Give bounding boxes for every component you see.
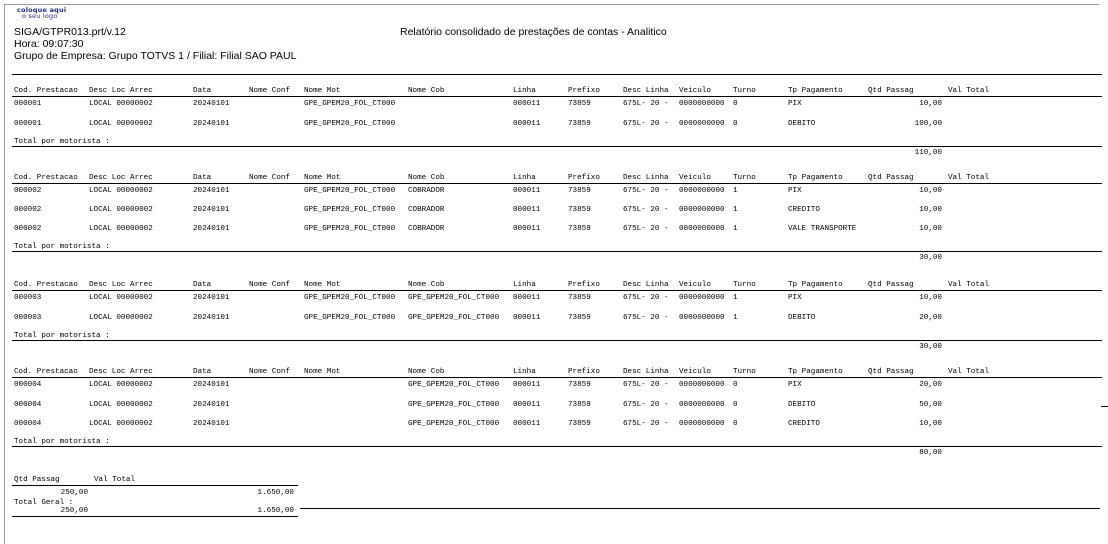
column-header: Desc Linha (623, 174, 669, 182)
table-cell: LOCAL 00000002 (89, 206, 153, 214)
column-header: Data (193, 368, 212, 376)
table-cell: 0000000000 (679, 187, 725, 195)
table-cell: GPE_GPEM20_FOL_CT000 (304, 187, 396, 195)
table-cell: LOCAL 00000002 (89, 401, 153, 409)
table-cell: GPE_GPEM20_FOL_CT000 (408, 401, 500, 409)
table-cell: 20240101 (193, 420, 230, 428)
table-cell: COBRADOR (408, 225, 445, 233)
table-cell: 675L- 20 - (623, 187, 669, 195)
column-header: Val Total (948, 368, 990, 376)
table-cell: 000011 (513, 206, 541, 214)
table-cell: 000011 (513, 187, 541, 195)
table-cell: 73859 (568, 187, 591, 195)
table-cell: 20240101 (193, 314, 230, 322)
column-header: Prefixo (568, 87, 600, 95)
table-cell: 000011 (513, 381, 541, 389)
table-cell: 000002 (14, 187, 42, 195)
table-cell: CREDITO (788, 206, 820, 214)
column-header: Desc Linha (623, 87, 669, 95)
column-header: Data (193, 281, 212, 289)
column-header: Nome Mot (304, 368, 341, 376)
table-cell: 0 (733, 381, 738, 389)
column-header: Qtd Passag (868, 87, 914, 95)
column-header: Prefixo (568, 281, 600, 289)
column-header: Val Total (948, 87, 990, 95)
column-header: Nome Mot (304, 281, 341, 289)
table-cell: 20240101 (193, 120, 230, 128)
company-branch: Grupo de Empresa: Grupo TOTVS 1 / Filial: Filial SAO PAUL (14, 50, 297, 62)
group-total-rule (12, 251, 1102, 252)
group-header-rule (12, 377, 1102, 378)
table-cell: 675L- 20 - (623, 294, 669, 302)
report-viewer-frame (4, 4, 1099, 544)
group-total-value: 30,00 (919, 254, 942, 262)
column-header: Data (193, 87, 212, 95)
column-header: Tp Pagamento (788, 174, 843, 182)
column-header: Desc Loc Arrec (89, 281, 153, 289)
table-cell: DEBITO (788, 314, 816, 322)
table-cell: 0000000000 (679, 100, 725, 108)
table-cell: 000011 (513, 225, 541, 233)
table-cell: 20,00 (919, 381, 942, 389)
table-cell: GPE_GPEM20_FOL_CT000 (408, 420, 500, 428)
group-total-value: 110,00 (914, 149, 942, 157)
column-header: Nome Cob (408, 368, 445, 376)
group-header-rule (12, 183, 1102, 184)
group-total-label: Total por motorista : (14, 243, 110, 251)
table-cell: 0 (733, 420, 738, 428)
table-cell: LOCAL 00000002 (89, 225, 153, 233)
column-header: Linha (513, 87, 536, 95)
column-header: Nome Conf (249, 87, 291, 95)
column-header: Nome Mot (304, 87, 341, 95)
group-header-rule (12, 96, 1102, 97)
column-header: Desc Loc Arrec (89, 87, 153, 95)
table-cell: 10,00 (919, 420, 942, 428)
table-cell: 0000000000 (679, 420, 725, 428)
table-cell: 1 (733, 294, 738, 302)
table-cell: 10,00 (919, 294, 942, 302)
table-cell: 0000000000 (679, 401, 725, 409)
summary-qtd: 250,00 (60, 489, 88, 497)
table-cell: 0 (733, 100, 738, 108)
table-cell: 0000000000 (679, 314, 725, 322)
column-header: Nome Conf (249, 368, 291, 376)
column-header: Qtd Passag (868, 368, 914, 376)
column-header: Nome Conf (249, 281, 291, 289)
table-cell: 73859 (568, 314, 591, 322)
table-cell: 1 (733, 225, 738, 233)
column-header: Tp Pagamento (788, 87, 843, 95)
table-cell: 675L- 20 - (623, 401, 669, 409)
column-header: Desc Loc Arrec (89, 368, 153, 376)
group-total-label: Total por motorista : (14, 138, 110, 146)
table-cell: 10,00 (919, 225, 942, 233)
grand-total-rule-short (12, 516, 298, 517)
column-header: Nome Cob (408, 174, 445, 182)
table-cell: PIX (788, 381, 802, 389)
column-header: Nome Conf (249, 174, 291, 182)
table-cell: GPE_GPEM20_FOL_CT000 (304, 120, 396, 128)
column-header: Turno (733, 368, 756, 376)
report-title: Relatório consolidado de prestações de contas - Analitico (400, 26, 667, 38)
table-cell: GPE_GPEM20_FOL_CT000 (304, 100, 396, 108)
table-cell: 0000000000 (679, 381, 725, 389)
table-cell: 73859 (568, 401, 591, 409)
table-cell: 000011 (513, 401, 541, 409)
table-cell: COBRADOR (408, 206, 445, 214)
table-cell: 000003 (14, 314, 42, 322)
table-cell: 0000000000 (679, 294, 725, 302)
table-cell: 73859 (568, 420, 591, 428)
group-total-rule (12, 146, 1102, 147)
table-cell: PIX (788, 294, 802, 302)
table-cell: 000001 (14, 120, 42, 128)
column-header: Qtd Passag (868, 281, 914, 289)
table-cell: CREDITO (788, 420, 820, 428)
table-cell: 20240101 (193, 225, 230, 233)
group-total-label: Total por motorista : (14, 332, 110, 340)
column-header: Veiculo (679, 368, 711, 376)
column-header: Qtd Passag (868, 174, 914, 182)
column-header: Val Total (948, 174, 990, 182)
table-cell: 000011 (513, 294, 541, 302)
table-cell: GPE_GPEM20_FOL_CT000 (304, 314, 396, 322)
column-header: Nome Cob (408, 281, 445, 289)
table-cell: 675L- 20 - (623, 206, 669, 214)
table-cell: 20240101 (193, 294, 230, 302)
table-cell: 73859 (568, 206, 591, 214)
table-cell: 73859 (568, 120, 591, 128)
table-cell: 20240101 (193, 206, 230, 214)
table-cell: DEBITO (788, 120, 816, 128)
table-cell: GPE_GPEM20_FOL_CT000 (408, 381, 500, 389)
summary-val: 1.650,00 (257, 489, 294, 497)
column-header: Turno (733, 87, 756, 95)
table-cell: 675L- 20 - (623, 420, 669, 428)
grand-total-qtd: 250,00 (60, 507, 88, 515)
summary-rule (12, 485, 298, 486)
column-header: Prefixo (568, 174, 600, 182)
column-header: Cod. Prestacao (14, 87, 78, 95)
table-cell: LOCAL 00000002 (89, 314, 153, 322)
column-header: Val Total (948, 281, 990, 289)
table-cell: 675L- 20 - (623, 225, 669, 233)
table-cell: 000002 (14, 225, 42, 233)
column-header: Prefixo (568, 368, 600, 376)
column-header: Linha (513, 368, 536, 376)
table-cell: 000011 (513, 100, 541, 108)
table-cell: 20,00 (919, 314, 942, 322)
table-cell: 000004 (14, 420, 42, 428)
column-header: Cod. Prestacao (14, 281, 78, 289)
table-cell: 000011 (513, 420, 541, 428)
group-total-rule (12, 340, 1102, 341)
table-cell: 0000000000 (679, 206, 725, 214)
group-total-value: 30,00 (919, 343, 942, 351)
grand-total-label: Total Geral : (14, 499, 74, 507)
table-cell: GPE_GPEM20_FOL_CT000 (304, 294, 396, 302)
table-cell: 100,00 (914, 120, 942, 128)
table-cell: 73859 (568, 100, 591, 108)
table-cell: 675L- 20 - (623, 100, 669, 108)
column-header: Linha (513, 281, 536, 289)
table-cell: 000011 (513, 120, 541, 128)
company-logo (17, 7, 75, 21)
column-header: Veiculo (679, 87, 711, 95)
column-header: Linha (513, 174, 536, 182)
table-cell: 0000000000 (679, 225, 725, 233)
column-header: Turno (733, 174, 756, 182)
column-header: Cod. Prestacao (14, 368, 78, 376)
report-time: Hora: 09:07:30 (14, 38, 84, 50)
column-header: Tp Pagamento (788, 368, 843, 376)
table-cell: COBRADOR (408, 187, 445, 195)
column-header: Veiculo (679, 174, 711, 182)
table-cell: GPE_GPEM20_FOL_CT000 (304, 206, 396, 214)
table-cell: 20240101 (193, 401, 230, 409)
table-cell: 1 (733, 314, 738, 322)
table-cell: 73859 (568, 294, 591, 302)
table-cell: LOCAL 00000002 (89, 294, 153, 302)
table-cell: 10,00 (919, 187, 942, 195)
table-cell: 0 (733, 120, 738, 128)
table-cell: LOCAL 00000002 (89, 100, 153, 108)
table-cell: 73859 (568, 225, 591, 233)
table-cell: PIX (788, 187, 802, 195)
table-cell: GPE_GPEM20_FOL_CT000 (304, 225, 396, 233)
logo-line-1: coloque aqui (17, 6, 67, 14)
table-cell: 0 (733, 401, 738, 409)
table-cell: 50,00 (919, 401, 942, 409)
table-cell: LOCAL 00000002 (89, 420, 153, 428)
table-cell: 20240101 (193, 381, 230, 389)
table-cell: LOCAL 00000002 (89, 381, 153, 389)
column-header: Desc Linha (623, 368, 669, 376)
table-cell: 675L- 20 - (623, 314, 669, 322)
column-header: Desc Loc Arrec (89, 174, 153, 182)
table-cell: DEBITO (788, 401, 816, 409)
table-cell: 10,00 (919, 100, 942, 108)
column-header: Nome Cob (408, 87, 445, 95)
summary-col-qtd: Qtd Passag (14, 476, 60, 484)
column-header: Cod. Prestacao (14, 174, 78, 182)
table-cell: 000004 (14, 381, 42, 389)
table-cell: 20240101 (193, 187, 230, 195)
program-version: SIGA/GTPR013.prt/v.12 (14, 26, 126, 38)
table-cell: 1 (733, 187, 738, 195)
group-header-rule (12, 290, 1102, 291)
summary-col-val: Val Total (94, 476, 136, 484)
table-cell: GPE_GPEM20_FOL_CT000 (408, 314, 500, 322)
logo-line-2: o seu logo (22, 12, 58, 20)
grand-total-rule-long (300, 508, 1100, 509)
table-cell: 10,00 (919, 206, 942, 214)
group-total-value: 80,00 (919, 449, 942, 457)
table-cell: 1 (733, 206, 738, 214)
column-header: Data (193, 174, 212, 182)
table-cell: LOCAL 00000002 (89, 187, 153, 195)
table-cell: VALE TRANSPORTE (788, 225, 857, 233)
grand-total-val: 1.650,00 (257, 507, 294, 515)
scroll-marker (1101, 406, 1108, 407)
group-total-label: Total por motorista : (14, 438, 110, 446)
column-header: Tp Pagamento (788, 281, 843, 289)
table-cell: 000003 (14, 294, 42, 302)
table-cell: 000011 (513, 314, 541, 322)
table-cell: GPE_GPEM20_FOL_CT000 (408, 294, 500, 302)
table-cell: 0000000000 (679, 120, 725, 128)
table-cell: 20240101 (193, 100, 230, 108)
column-header: Nome Mot (304, 174, 341, 182)
column-header: Veiculo (679, 281, 711, 289)
table-cell: 675L- 20 - (623, 120, 669, 128)
table-cell: 675L- 20 - (623, 381, 669, 389)
table-cell: LOCAL 00000002 (89, 120, 153, 128)
column-header: Desc Linha (623, 281, 669, 289)
table-cell: 000004 (14, 401, 42, 409)
group-total-rule (12, 446, 1102, 447)
table-cell: 000001 (14, 100, 42, 108)
column-header: Turno (733, 281, 756, 289)
header-rule (12, 74, 1102, 75)
table-cell: 000002 (14, 206, 42, 214)
table-cell: 73859 (568, 381, 591, 389)
table-cell: PIX (788, 100, 802, 108)
